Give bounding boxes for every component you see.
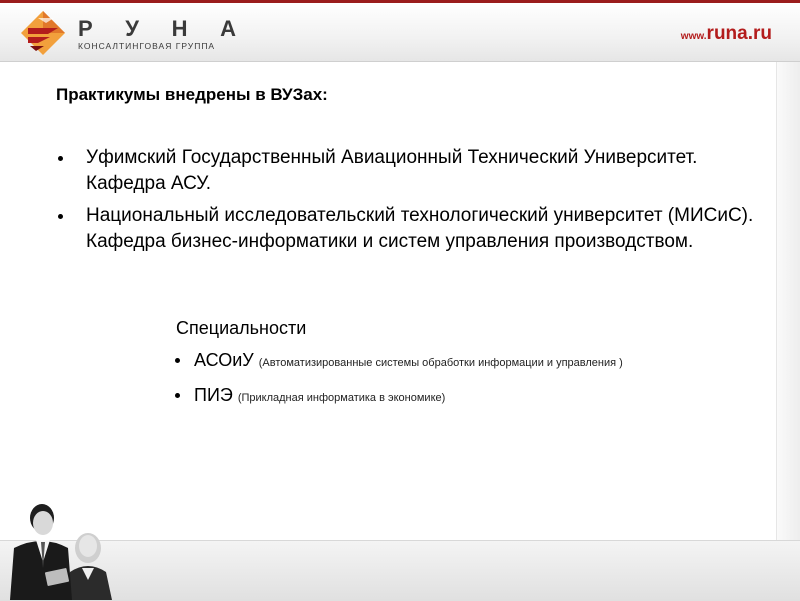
website-domain: runa.ru [706, 23, 772, 44]
business-people-photo [6, 496, 116, 600]
logo-letter: Р [78, 16, 95, 41]
runa-logo-mark-icon [20, 10, 66, 56]
website-prefix: www. [680, 31, 707, 42]
specialty-item [172, 348, 772, 375]
logo-letter: У [125, 16, 141, 41]
specialty-name: ПИЭ [194, 385, 233, 405]
specialty-item [172, 383, 772, 410]
list-item: Уфимский Государственный Авиационный Технический Университет. Кафедра АСУ. [56, 145, 756, 197]
website-link[interactable] [681, 23, 772, 45]
footer-band [0, 540, 800, 601]
logo-letter: А [220, 16, 238, 41]
page-heading: Практикумы внедрены в ВУЗах: [56, 85, 328, 104]
logo-letter: Н [171, 16, 190, 41]
list-item: Национальный исследовательский технологический университет (МИСиС). Кафедра бизнес-информатики и систем управления производством. [56, 203, 756, 255]
right-decorative-panel [776, 62, 800, 540]
specialty-note: (Автоматизированные системы обработки информации и управления ) [258, 357, 623, 369]
specialty-note: (Прикладная информатика в экономике) [237, 392, 446, 404]
header-divider [0, 61, 800, 62]
company-logo [20, 10, 238, 56]
specialties-list [172, 348, 772, 418]
universities-list [56, 145, 756, 261]
logo-letters [78, 16, 238, 42]
specialty-name: АСОиУ [194, 350, 254, 370]
logo-subtitle: КОНСАЛТИНГОВАЯ ГРУППА [78, 41, 216, 51]
specialties-title: Специальности [176, 318, 307, 338]
